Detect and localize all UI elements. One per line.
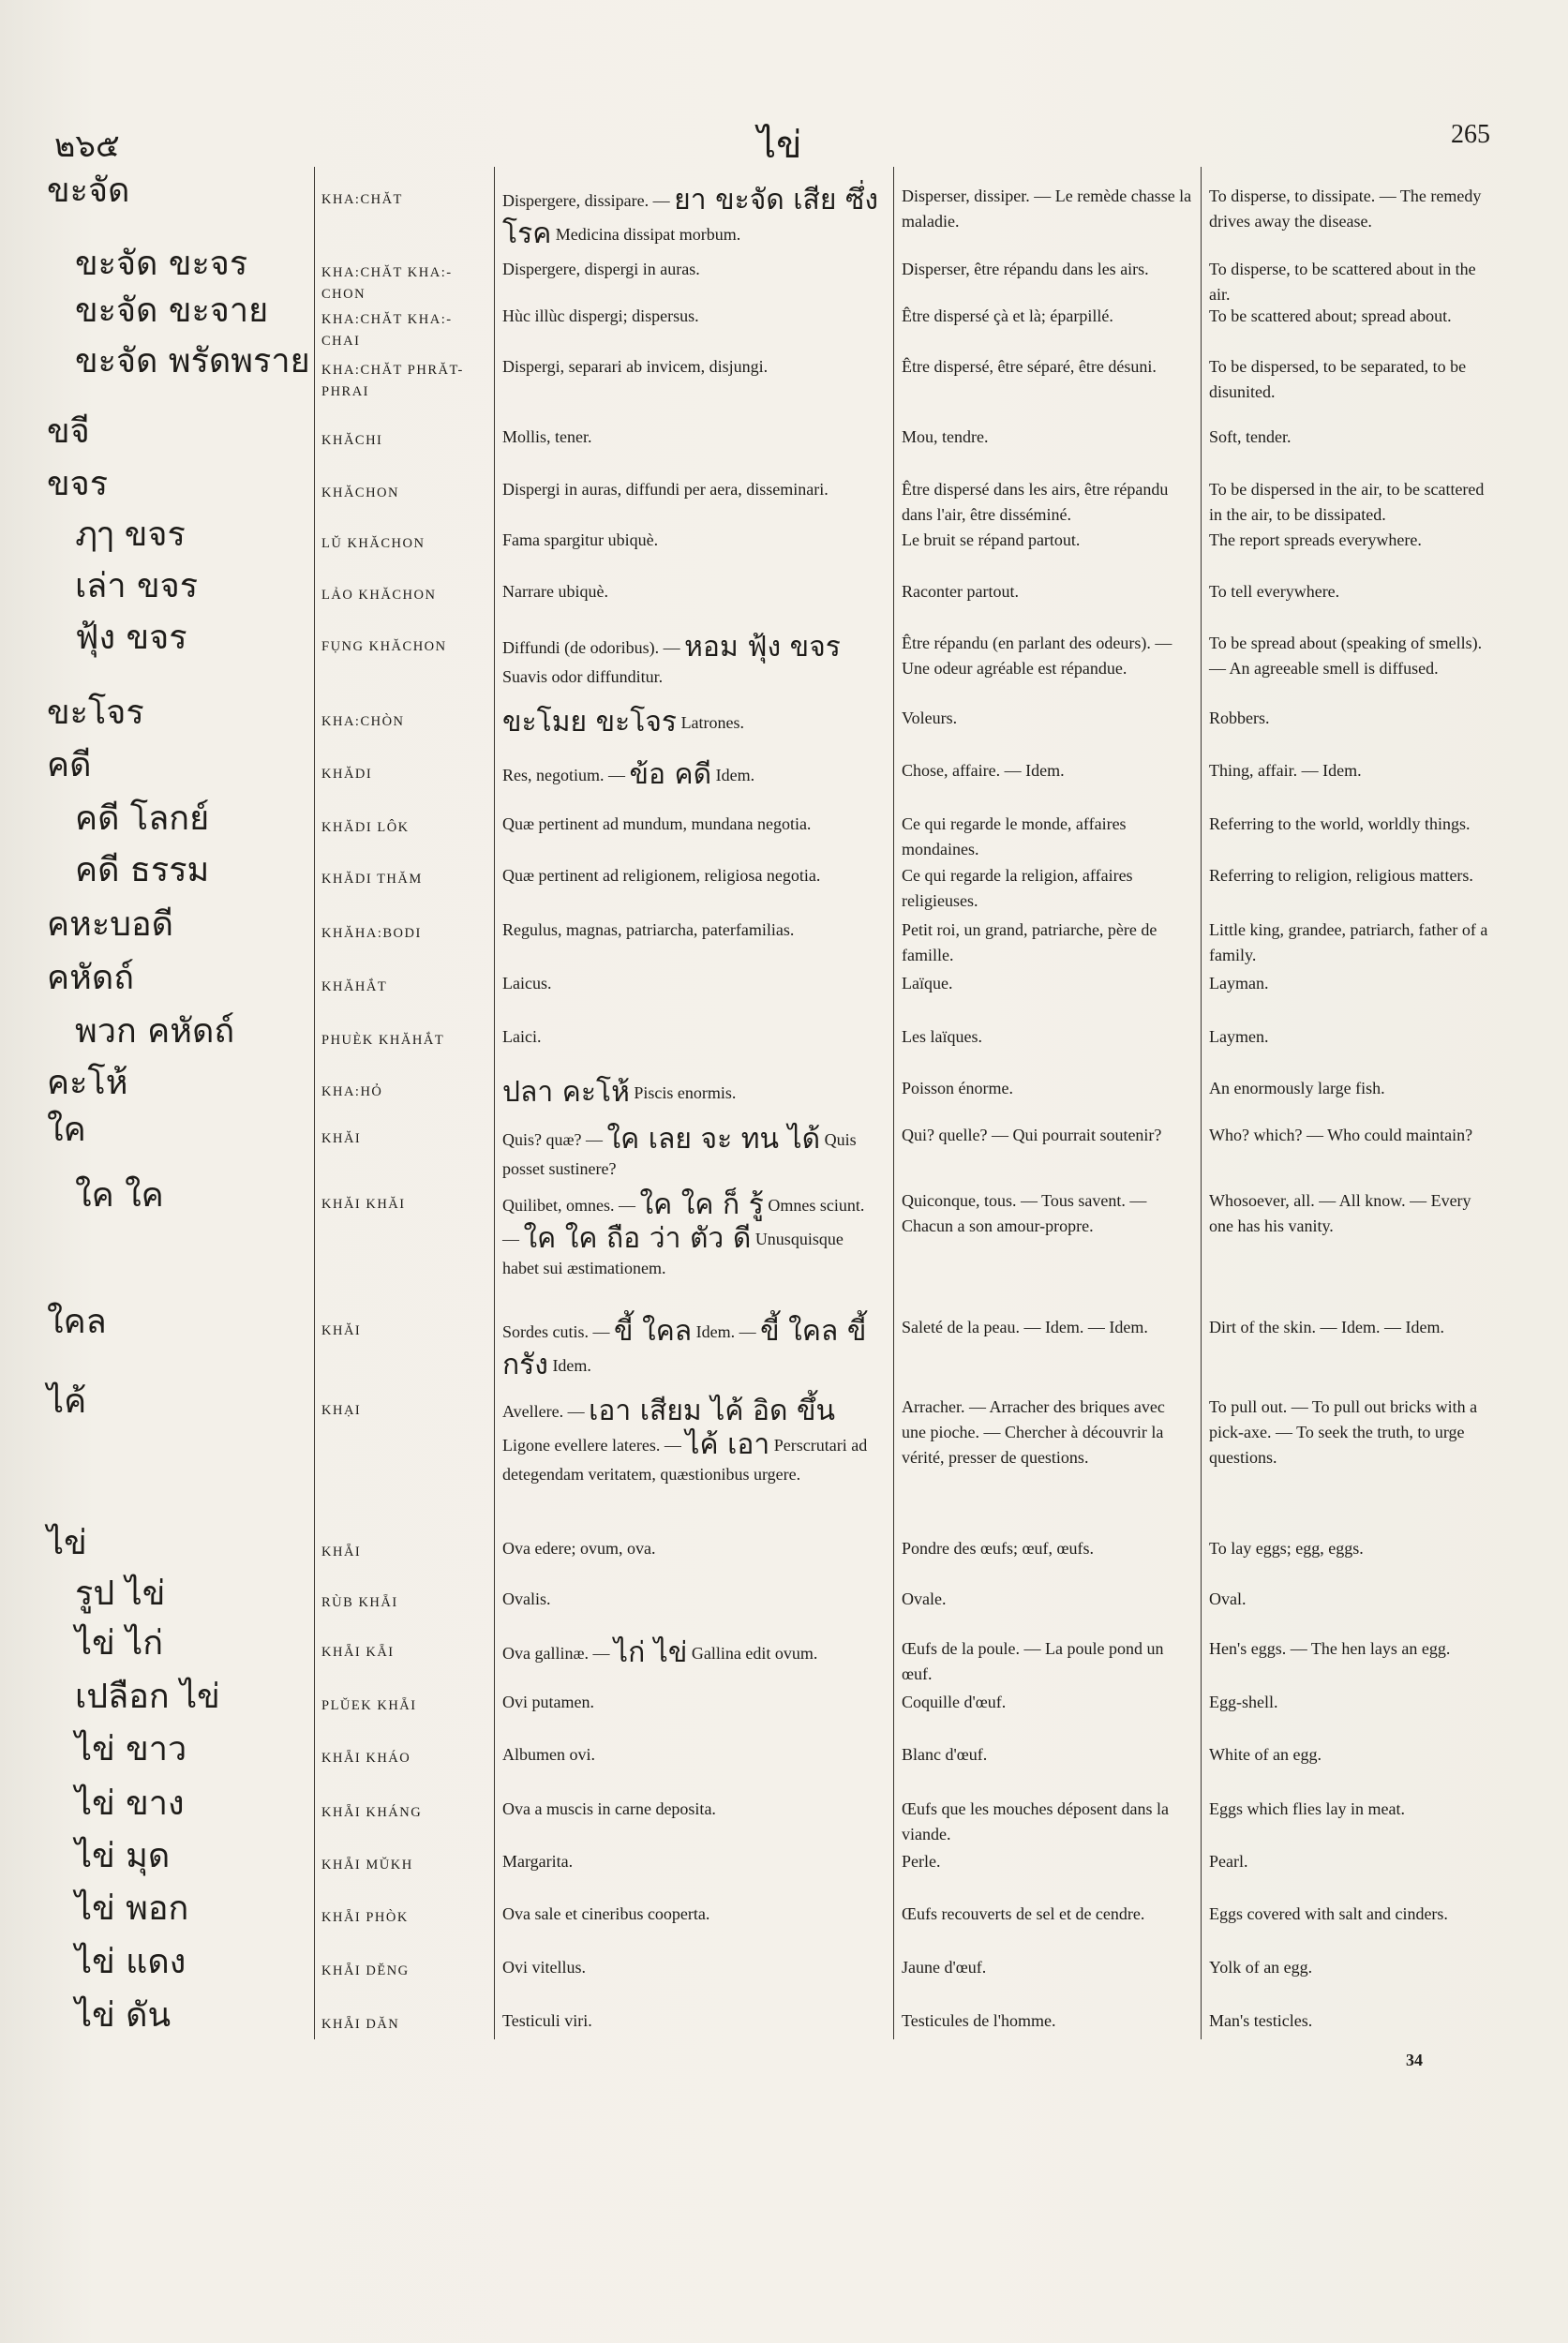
entry-latin — [502, 2008, 882, 2034]
entry-latin — [502, 477, 882, 502]
entry-latin — [502, 1849, 882, 1874]
latin-text: Ovalis. — [502, 1589, 551, 1608]
entry-romanization: LŬ KHĂCHON — [321, 536, 426, 551]
entry-french: Être dispersé çà et là; éparpillé. — [902, 306, 1113, 325]
entry-thai-headword: ไค้ — [47, 1382, 87, 1421]
latin-text: Ovi putamen. — [502, 1693, 594, 1711]
thai-page-number: ๒๖๕ — [54, 127, 120, 165]
latin-text: Gallina edit ovum. — [687, 1644, 818, 1663]
entry-romanization: KHĂI KHĂI — [321, 1197, 406, 1212]
entry-latin — [502, 528, 882, 553]
entry-thai-headword: ขจร — [47, 465, 109, 503]
entry-french: Testicules de l'homme. — [902, 2011, 1056, 2030]
entry-latin — [502, 425, 882, 450]
entry-french: Ovale. — [902, 1589, 947, 1608]
entry-latin — [502, 631, 882, 690]
latin-text: Hùc illùc dispergi; dispersus. — [502, 306, 699, 325]
entry-romanization: KHA:CHĂT PHRĂT-PHRAI — [321, 363, 464, 399]
entry-romanization: FỤNG KHĂCHON — [321, 639, 447, 654]
latin-text: Fama spargitur ubiquè. — [502, 530, 659, 549]
latin-text: Dispergi in auras, diffundi per aera, disseminari. — [502, 480, 829, 499]
entry-latin — [502, 758, 882, 792]
entry-latin — [502, 1315, 882, 1382]
entry-english: To tell everywhere. — [1209, 582, 1340, 601]
entry-latin — [502, 1902, 882, 1927]
entry-romanization: KHẴI KẴI — [321, 1645, 395, 1660]
entry-latin — [502, 918, 882, 943]
entry-romanization: KHẴI DĔNG — [321, 1963, 410, 1978]
entry-romanization: KHĂHẮT — [321, 979, 388, 994]
latin-text: Perscrutari ad detegendam veritatem, quæstionibus urgere. — [502, 1436, 868, 1484]
thai-example: ยา ขะจัด เสีย ซึ่ง โรค — [502, 184, 878, 250]
entry-english: To be spread about (speaking of smells). — An agreeable smell is diffused. — [1209, 634, 1483, 678]
entry-romanization: KHĂI — [321, 1131, 362, 1146]
entry-english: To be dispersed in the air, to be scattered in the air, to be dissipated. — [1209, 480, 1485, 524]
entry-thai-headword: เปลือก ไข่ — [75, 1678, 220, 1716]
latin-text: Idem. — [711, 766, 755, 784]
entry-english: White of an egg. — [1209, 1745, 1322, 1764]
entry-romanization: KHẴI PHÒK — [321, 1910, 409, 1925]
entry-english: Yolk of an egg. — [1209, 1958, 1313, 1977]
latin-text: Idem. — [547, 1356, 591, 1375]
entry-english: To lay eggs; egg, eggs. — [1209, 1539, 1364, 1558]
thai-example: ขะโมย ขะโจร — [502, 706, 678, 739]
entry-english: Oval. — [1209, 1589, 1247, 1608]
entry-romanization: KHA:CHĂT — [321, 192, 403, 207]
entry-english: Thing, affair. — Idem. — [1209, 761, 1362, 780]
latin-text: Omnes sciunt. — — [502, 1196, 865, 1248]
latin-text: Ligone evellere lateres. — — [502, 1436, 686, 1455]
latin-text: Dispergere, dispergi in auras. — [502, 260, 700, 278]
entry-english: To be dispersed, to be separated, to be disunited. — [1209, 357, 1467, 401]
entry-romanization: KHĂCHON — [321, 485, 399, 500]
entry-thai-headword: ขจี — [47, 412, 90, 451]
entry-latin — [502, 812, 882, 837]
entry-english: Laymen. — [1209, 1027, 1269, 1046]
entry-latin — [502, 579, 882, 604]
entry-english: Hen's eggs. — The hen lays an egg. — [1209, 1639, 1451, 1658]
entry-french: Quiconque, tous. — Tous savent. — Chacun a son amour-propre. — [902, 1191, 1147, 1235]
entry-romanization: KHẠI — [321, 1403, 362, 1418]
entry-french: Être répandu (en parlant des odeurs). — Une odeur agréable est répandue. — [902, 634, 1172, 678]
entry-romanization: KHẴI KHÁO — [321, 1751, 411, 1766]
thai-example: หอม ฟุ้ง ขจร — [684, 631, 841, 664]
entry-romanization: KHẴI DĂN — [321, 2017, 400, 2032]
entry-thai-headword: ฦๅ ขจร — [75, 515, 186, 554]
latin-text: Ova edere; ovum, ova. — [502, 1539, 656, 1558]
entry-english: Soft, tender. — [1209, 427, 1292, 446]
entry-french: Petit roi, un grand, patriarche, père de famille. — [902, 920, 1157, 964]
entry-french: Qui? quelle? — Qui pourrait soutenir? — [902, 1126, 1162, 1144]
entry-english: Dirt of the skin. — Idem. — Idem. — [1209, 1318, 1444, 1336]
entry-french: Être dispersé dans les airs, être répandu dans l'air, être disséminé. — [902, 480, 1169, 524]
entry-thai-headword: คดี — [47, 746, 92, 784]
latin-text: Ova gallinæ. — — [502, 1644, 614, 1663]
latin-text: Ova sale et cineribus cooperta. — [502, 1904, 710, 1923]
entry-thai-headword: ขะจัด ขะจาย — [75, 291, 269, 330]
entry-english: Who? which? — Who could maintain? — [1209, 1126, 1473, 1144]
entry-thai-headword: ใค ใค — [75, 1176, 164, 1215]
entry-french: Disperser, être répandu dans les airs. — [902, 260, 1149, 278]
entry-thai-headword: ใคล — [47, 1303, 107, 1341]
entry-romanization: KHẴI KHÁNG — [321, 1805, 423, 1820]
thai-example: ข้อ คดี — [629, 758, 712, 791]
latin-text: Testiculi viri. — [502, 2011, 592, 2030]
entry-french: Perle. — [902, 1852, 941, 1871]
entry-french: Œufs recouverts de sel et de cendre. — [902, 1904, 1145, 1923]
entry-romanization: KHĂDI — [321, 767, 373, 782]
latin-text: Latrones. — [677, 713, 745, 732]
entry-english: Man's testicles. — [1209, 2011, 1313, 2030]
entry-thai-headword: ไข่ — [47, 1524, 87, 1562]
entry-thai-headword: คะโห้ — [47, 1064, 128, 1102]
entry-thai-headword: ฟุ้ง ขจร — [75, 619, 187, 657]
entry-french: Chose, affaire. — Idem. — [902, 761, 1065, 780]
entry-latin — [502, 304, 882, 329]
entry-latin — [502, 706, 882, 739]
entry-latin — [502, 1797, 882, 1822]
entry-latin — [502, 1742, 882, 1768]
entry-french: Raconter partout. — [902, 582, 1019, 601]
latin-text: Albumen ovi. — [502, 1745, 595, 1764]
entry-romanization: PLŬEK KHẴI — [321, 1698, 417, 1713]
thai-example: เอา เสียม ไค้ อิด ขึ้น — [589, 1395, 835, 1427]
thai-example: ใค เลย จะ ทน ได้ — [606, 1123, 821, 1156]
entry-romanization: KHA:CHÒN — [321, 714, 405, 729]
entry-latin — [502, 1536, 882, 1561]
entry-romanization: KHĂDI LÔK — [321, 820, 410, 835]
entry-english: Little king, grandee, patriarch, father of a family. — [1209, 920, 1488, 964]
entry-french: Arracher. — Arracher des briques avec une pioche. — Chercher à découvrir la vérité, presser de questions. — [902, 1397, 1165, 1467]
entry-english: Robbers. — [1209, 709, 1270, 727]
entry-romanization: LẢO KHĂCHON — [321, 588, 437, 603]
entry-romanization: KHĂDI THĂM — [321, 872, 423, 887]
entry-thai-headword: คดี ธรรม — [75, 851, 210, 889]
entry-french: Mou, tendre. — [902, 427, 989, 446]
entry-french: Saleté de la peau. — Idem. — Idem. — [902, 1318, 1148, 1336]
entry-latin — [502, 1024, 882, 1050]
entry-latin — [502, 1955, 882, 1980]
latin-text: Narrare ubiquè. — [502, 582, 608, 601]
entry-thai-headword: พวก คหัดถ์ — [75, 1012, 235, 1051]
entry-english: Whosoever, all. — All know. — Every one has his vanity. — [1209, 1191, 1471, 1235]
thai-example: ปลา คะโห้ — [502, 1076, 630, 1109]
entry-latin — [502, 971, 882, 996]
entry-english: To be scattered about; spread about. — [1209, 306, 1452, 325]
entry-romanization: KHA:CHĂT KHA:-CHAI — [321, 312, 453, 349]
entry-latin — [502, 863, 882, 888]
latin-text: Ovi vitellus. — [502, 1958, 586, 1977]
entry-latin — [502, 1587, 882, 1612]
latin-text: Unusquisque habet sui æstimationem. — [502, 1230, 844, 1277]
entry-romanization: RÙB KHẴI — [321, 1595, 398, 1610]
entry-english: Layman. — [1209, 974, 1269, 992]
page-number: 265 — [1451, 120, 1490, 149]
entry-french: Blanc d'œuf. — [902, 1745, 988, 1764]
entry-thai-headword: รูป ไข่ — [75, 1574, 166, 1613]
entry-thai-headword: ไข่ มุด — [75, 1837, 171, 1875]
entry-english: The report spreads everywhere. — [1209, 530, 1422, 549]
entry-french: Œufs que les mouches déposent dans la viande. — [902, 1799, 1169, 1843]
entry-english: Pearl. — [1209, 1852, 1248, 1871]
entry-english: An enormously large fish. — [1209, 1079, 1385, 1097]
latin-text: Regulus, magnas, patriarcha, paterfamilias. — [502, 920, 795, 939]
entry-french: Ce qui regarde la religion, affaires religieuses. — [902, 866, 1133, 910]
latin-text: Dispergi, separari ab invicem, disjungi. — [502, 357, 769, 376]
entry-romanization: KHĂHA:BODI — [321, 926, 422, 941]
latin-text: Idem. — — [692, 1322, 761, 1341]
entry-thai-headword: คดี โลกย์ — [75, 799, 210, 838]
entry-english: To disperse, to be scattered about in the air. — [1209, 260, 1476, 304]
latin-text: Quis? quæ? — — [502, 1130, 607, 1149]
entry-thai-headword: ไข่ ขาง — [75, 1784, 185, 1823]
thai-example: ใค ใค ถือ ว่า ตัว ดี — [523, 1222, 752, 1255]
entry-latin — [502, 1123, 882, 1182]
entry-thai-headword: คหัดถ์ — [47, 959, 134, 997]
thai-example: ขี้ ใคล ขี้ กรัง — [502, 1315, 867, 1381]
thai-example: ไก่ ไข่ — [614, 1636, 688, 1669]
entry-latin — [502, 1636, 882, 1670]
entry-french: Laïque. — [902, 974, 953, 992]
entry-english: Referring to the world, worldly things. — [1209, 814, 1471, 833]
entry-thai-headword: คหะบอดี — [47, 905, 173, 944]
entry-thai-headword: ไข่ ขาว — [75, 1730, 187, 1768]
entry-french: Voleurs. — [902, 709, 958, 727]
latin-text: Sordes cutis. — — [502, 1322, 614, 1341]
latin-text: Quilibet, omnes. — — [502, 1196, 640, 1215]
latin-text: Suavis odor diffunditur. — [502, 667, 664, 686]
entry-english: Eggs which flies lay in meat. — [1209, 1799, 1405, 1818]
latin-text: Quæ pertinent ad religionem, religiosa negotia. — [502, 866, 821, 885]
entry-romanization: KHA:CHĂT KHA:-CHON — [321, 265, 453, 302]
entry-romanization: KHẴI MŬKH — [321, 1858, 413, 1873]
latin-text: Res, negotium. — — [502, 766, 630, 784]
entry-thai-headword: ขะจัด ขะจร — [75, 245, 248, 283]
entry-thai-headword: เล่า ขจร — [75, 567, 199, 605]
entry-french: Poisson énorme. — [902, 1079, 1013, 1097]
latin-text: Dispergere, dissipare. — — [502, 191, 675, 210]
entry-latin — [502, 354, 882, 380]
latin-text: Piscis enormis. — [629, 1083, 737, 1102]
entry-french: Ce qui regarde le monde, affaires mondaines. — [902, 814, 1127, 858]
latin-text: Ova a muscis in carne deposita. — [502, 1799, 716, 1818]
latin-text: Laicus. — [502, 974, 552, 992]
latin-text: Quis posset sustinere? — [502, 1130, 857, 1178]
entry-thai-headword: ไข่ ดัน — [75, 1996, 172, 2035]
entry-english: To pull out. — To pull out bricks with a pick-axe. — To seek the truth, to urge questions. — [1209, 1397, 1478, 1467]
latin-text: Avellere. — — [502, 1402, 590, 1421]
thai-example: ขี้ ใคล — [614, 1315, 693, 1348]
entry-english: To disperse, to dissipate. — The remedy drives away the disease. — [1209, 187, 1482, 231]
entry-english: Eggs covered with salt and cinders. — [1209, 1904, 1448, 1923]
thai-example: ใค ใค ก็ รู้ — [639, 1188, 764, 1221]
latin-text: Mollis, tener. — [502, 427, 592, 446]
entry-thai-headword: ใค — [47, 1111, 86, 1149]
entry-french: Les laïques. — [902, 1027, 982, 1046]
latin-text: Diffundi (de odoribus). — — [502, 638, 685, 657]
entry-latin — [502, 184, 882, 251]
entry-romanization: KHĂCHI — [321, 433, 383, 448]
latin-text: Margarita. — [502, 1852, 574, 1871]
entry-romanization: KHẴI — [321, 1545, 362, 1560]
entry-french: Jaune d'œuf. — [902, 1958, 987, 1977]
entry-latin — [502, 1188, 882, 1281]
entry-thai-headword: ขะโจร — [47, 694, 144, 732]
entry-french: Être dispersé, être séparé, être désuni. — [902, 357, 1157, 376]
signature-mark: 34 — [1406, 2051, 1423, 2069]
entry-french: Coquille d'œuf. — [902, 1693, 1007, 1711]
entry-latin — [502, 257, 882, 282]
entry-thai-headword: ไข่ ไก่ — [75, 1624, 164, 1663]
thai-example: ไค้ เอา — [685, 1428, 770, 1461]
entry-english: Referring to religion, religious matters. — [1209, 866, 1473, 885]
entry-french: Le bruit se répand partout. — [902, 530, 1081, 549]
entry-thai-headword: ขะจัด พรัดพราย — [75, 342, 310, 381]
entry-thai-headword: ขะจัด — [47, 172, 130, 210]
entry-french: Œufs de la poule. — La poule pond un œuf. — [902, 1639, 1164, 1683]
entry-latin — [502, 1690, 882, 1715]
latin-text: Quæ pertinent ad mundum, mundana negotia. — [502, 814, 812, 833]
latin-text: Laici. — [502, 1027, 542, 1046]
entry-french: Pondre des œufs; œuf, œufs. — [902, 1539, 1094, 1558]
entry-thai-headword: ไข่ แดง — [75, 1943, 187, 1981]
entry-romanization: KHĂI — [321, 1323, 362, 1338]
latin-text: Medicina dissipat morbum. — [551, 225, 741, 244]
entry-latin — [502, 1395, 882, 1487]
entry-latin — [502, 1076, 882, 1110]
running-headword: ไข่ — [757, 124, 802, 167]
entry-french: Disperser, dissiper. — Le remède chasse la maladie. — [902, 187, 1192, 231]
entry-thai-headword: ไข่ พอก — [75, 1889, 189, 1928]
entry-romanization: KHA:HỎ — [321, 1084, 383, 1099]
entry-english: Egg-shell. — [1209, 1693, 1278, 1711]
entry-romanization: PHUÈK KHĂHẮT — [321, 1033, 445, 1048]
